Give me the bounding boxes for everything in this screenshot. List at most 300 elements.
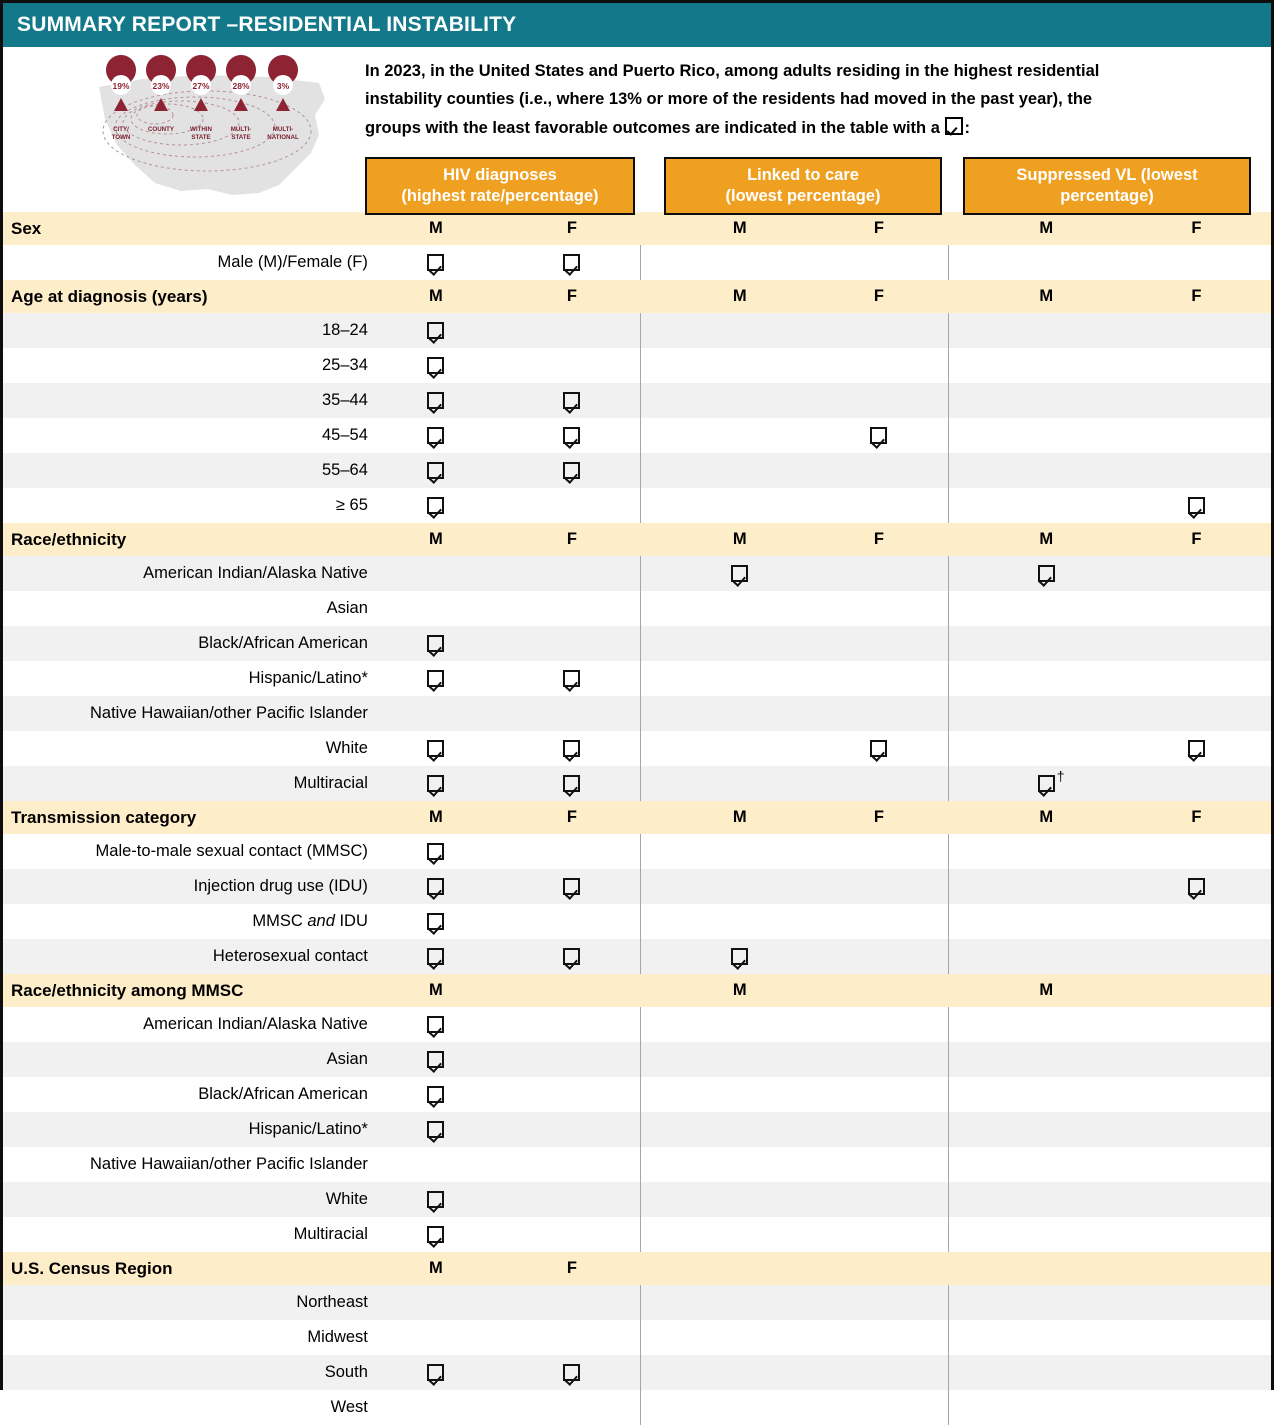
column-gap <box>640 626 670 661</box>
cell-svl-m <box>971 1355 1122 1390</box>
cell-ltc-f <box>809 696 948 731</box>
checked-box-icon <box>427 913 444 930</box>
column-gap <box>948 418 970 453</box>
row-label: 25–34 <box>3 348 368 383</box>
table-row <box>3 418 1271 453</box>
column-header-suppressed-vl-line2: percentage) <box>1060 187 1154 205</box>
cell-ltc-m <box>670 591 809 626</box>
cell-svl-f <box>1122 453 1271 488</box>
intro-line-2: instability counties (i.e., where 13% or more of the residents had moved in the past year), the <box>365 90 1093 109</box>
table-row <box>3 731 1271 766</box>
column-gap <box>640 869 670 904</box>
cell-svl-m <box>971 1147 1122 1182</box>
column-gap <box>948 280 970 313</box>
cell-hiv-m <box>368 696 504 731</box>
cell-ltc-m <box>670 488 809 523</box>
cell-svl-f <box>1122 1077 1271 1112</box>
column-gap <box>640 766 670 801</box>
intro-paragraph <box>361 47 1271 142</box>
column-gap <box>948 904 970 939</box>
checked-box-icon <box>427 1191 444 1208</box>
column-gap <box>640 974 670 1007</box>
column-gap <box>948 974 970 1007</box>
section-title: Age at diagnosis (years) <box>3 280 368 313</box>
cell-svl-m <box>971 731 1122 766</box>
checked-box-icon <box>563 392 580 409</box>
cell-svl-f <box>1122 1112 1271 1147</box>
cell-ltc-f <box>809 939 948 974</box>
cell-hiv-f <box>504 1320 640 1355</box>
column-gap <box>640 1112 670 1147</box>
section-title: Sex <box>3 212 368 245</box>
cell-svl-f <box>1122 834 1271 869</box>
checked-box-icon <box>731 565 748 582</box>
checked-box-icon <box>870 740 887 757</box>
table-row <box>3 1077 1271 1112</box>
checked-box-icon <box>427 878 444 895</box>
section-header-row <box>3 523 1271 556</box>
cell-ltc-f <box>809 1042 948 1077</box>
cell-svl-m <box>971 869 1122 904</box>
sex-subheader-ltc-m: M <box>670 974 809 1007</box>
table-row <box>3 626 1271 661</box>
checked-box-icon <box>427 670 444 687</box>
cell-hiv-m <box>368 591 504 626</box>
cell-hiv-f <box>504 591 640 626</box>
cell-hiv-f <box>504 1390 640 1425</box>
intro-line-3 <box>365 114 1243 142</box>
column-gap <box>640 904 670 939</box>
cell-svl-m <box>971 626 1122 661</box>
cell-ltc-m <box>670 556 809 591</box>
table-row <box>3 383 1271 418</box>
cell-hiv-f <box>504 313 640 348</box>
cell-ltc-f <box>809 1007 948 1042</box>
cell-hiv-m <box>368 766 504 801</box>
section-header-row <box>3 974 1271 1007</box>
cell-ltc-m <box>670 313 809 348</box>
intro-line-3-before: groups with the least favorable outcomes are indicated in the table with a <box>365 118 945 137</box>
row-label: Heterosexual contact <box>3 939 368 974</box>
cell-svl-f <box>1122 766 1271 801</box>
sex-subheader-ltc-m: M <box>670 212 809 245</box>
table-row <box>3 1320 1271 1355</box>
checked-box-icon <box>427 497 444 514</box>
pin-label2-2: STATE <box>191 134 211 141</box>
cell-svl-f <box>1122 869 1271 904</box>
column-gap <box>948 245 970 280</box>
column-gap <box>640 591 670 626</box>
checked-box-icon <box>427 427 444 444</box>
column-header-linked-to-care-line2: (lowest percentage) <box>725 187 881 205</box>
cell-hiv-m <box>368 348 504 383</box>
column-gap <box>640 939 670 974</box>
column-gap <box>948 1182 970 1217</box>
checked-box-icon <box>427 1051 444 1068</box>
cell-ltc-m <box>670 1320 809 1355</box>
column-gap <box>640 383 670 418</box>
row-label: Asian <box>3 591 368 626</box>
checked-box-icon <box>427 948 444 965</box>
pin-label2-0: TOWN <box>111 134 131 141</box>
column-gap <box>640 488 670 523</box>
column-gap <box>640 1182 670 1217</box>
outcome-column-headers <box>365 157 1251 215</box>
row-label: 35–44 <box>3 383 368 418</box>
cell-hiv-m <box>368 1285 504 1320</box>
section-header-row <box>3 280 1271 313</box>
table-row <box>3 245 1271 280</box>
cell-ltc-m <box>670 1390 809 1425</box>
cell-hiv-m <box>368 1217 504 1252</box>
sex-subheader-svl-m: M <box>971 974 1122 1007</box>
sex-subheader-ltc-m: M <box>670 801 809 834</box>
checked-box-icon <box>731 948 748 965</box>
sex-subheader-hiv-f: F <box>504 212 640 245</box>
cell-ltc-f <box>809 1077 948 1112</box>
column-gap <box>948 212 970 245</box>
checked-box-icon <box>563 427 580 444</box>
column-gap <box>640 661 670 696</box>
row-label: Hispanic/Latino* <box>3 1112 368 1147</box>
sex-subheader-hiv-f: F <box>504 1252 640 1285</box>
checked-box-icon <box>427 392 444 409</box>
cell-hiv-m <box>368 453 504 488</box>
checked-box-icon <box>870 427 887 444</box>
cell-svl-f <box>1122 1217 1271 1252</box>
us-map-residential-moves-icon <box>83 53 339 203</box>
cell-hiv-m <box>368 245 504 280</box>
sex-subheader-hiv-m: M <box>368 974 504 1007</box>
cell-ltc-m <box>670 383 809 418</box>
table-row <box>3 661 1271 696</box>
cell-hiv-f <box>504 1182 640 1217</box>
cell-ltc-f <box>809 1390 948 1425</box>
cell-ltc-f <box>809 766 948 801</box>
cell-ltc-f <box>809 488 948 523</box>
cell-svl-f <box>1122 348 1271 383</box>
column-gap <box>640 245 670 280</box>
row-label: ≥ 65 <box>3 488 368 523</box>
cell-ltc-m <box>670 1077 809 1112</box>
table-row <box>3 1042 1271 1077</box>
cell-svl-f <box>1122 418 1271 453</box>
column-header-hiv-diagnoses <box>365 157 635 215</box>
sex-subheader-hiv-m: M <box>368 801 504 834</box>
table-row <box>3 591 1271 626</box>
cell-svl-f <box>1122 1320 1271 1355</box>
checked-box-icon <box>427 635 444 652</box>
cell-ltc-f <box>809 1112 948 1147</box>
column-gap <box>948 1217 970 1252</box>
sex-subheader-ltc-f <box>809 1252 948 1285</box>
column-gap <box>640 1320 670 1355</box>
cell-ltc-m <box>670 661 809 696</box>
table-row <box>3 453 1271 488</box>
cell-svl-m <box>971 453 1122 488</box>
cell-svl-m <box>971 488 1122 523</box>
sex-subheader-hiv-f: F <box>504 280 640 313</box>
cell-hiv-m <box>368 383 504 418</box>
cell-svl-f <box>1122 1182 1271 1217</box>
pin-value-0: 19% <box>112 81 130 91</box>
pin-label2-3: STATE <box>231 134 251 141</box>
cell-hiv-f <box>504 1147 640 1182</box>
cell-ltc-f <box>809 453 948 488</box>
cell-hiv-m <box>368 1042 504 1077</box>
cell-ltc-m <box>670 453 809 488</box>
column-gap <box>948 1252 970 1285</box>
checked-box-icon <box>427 775 444 792</box>
column-gap <box>640 1007 670 1042</box>
section-title: Transmission category <box>3 801 368 834</box>
column-gap <box>948 766 970 801</box>
cell-hiv-f <box>504 383 640 418</box>
sex-subheader-hiv-m: M <box>368 280 504 313</box>
column-gap <box>640 556 670 591</box>
sex-subheader-svl-m <box>971 1252 1122 1285</box>
cell-hiv-m <box>368 1077 504 1112</box>
cell-svl-m <box>971 1320 1122 1355</box>
cell-hiv-m <box>368 661 504 696</box>
row-label: Asian <box>3 1042 368 1077</box>
row-label: American Indian/Alaska Native <box>3 1007 368 1042</box>
cell-ltc-m <box>670 731 809 766</box>
column-gap <box>640 731 670 766</box>
cell-svl-m <box>971 834 1122 869</box>
cell-hiv-f <box>504 661 640 696</box>
cell-svl-f <box>1122 1147 1271 1182</box>
cell-ltc-m <box>670 1217 809 1252</box>
column-gap <box>948 801 970 834</box>
table-row <box>3 488 1271 523</box>
checked-box-icon <box>427 1364 444 1381</box>
column-gap <box>640 212 670 245</box>
cell-svl-m <box>971 591 1122 626</box>
row-label: Hispanic/Latino* <box>3 661 368 696</box>
pin-label1-3: MULTI- <box>230 126 252 133</box>
checked-box-icon <box>1038 565 1055 582</box>
checked-box-icon <box>563 740 580 757</box>
cell-hiv-f <box>504 1007 640 1042</box>
cell-ltc-f <box>809 626 948 661</box>
cell-hiv-f <box>504 488 640 523</box>
cell-svl-m <box>971 904 1122 939</box>
cell-ltc-m <box>670 869 809 904</box>
cell-hiv-m <box>368 1390 504 1425</box>
cell-hiv-m <box>368 1147 504 1182</box>
column-gap <box>948 1320 970 1355</box>
sex-subheader-ltc-m <box>670 1252 809 1285</box>
sex-subheader-ltc-m: M <box>670 280 809 313</box>
cell-ltc-f <box>809 313 948 348</box>
row-label: Native Hawaiian/other Pacific Islander <box>3 1147 368 1182</box>
checked-box-icon <box>427 1121 444 1138</box>
table-row <box>3 766 1271 801</box>
row-label: Midwest <box>3 1320 368 1355</box>
cell-svl-f <box>1122 939 1271 974</box>
cell-svl-f <box>1122 488 1271 523</box>
checked-box-icon <box>563 254 580 271</box>
cell-ltc-f <box>809 904 948 939</box>
cell-ltc-m <box>670 696 809 731</box>
table-row <box>3 1147 1271 1182</box>
cell-svl-m <box>971 1390 1122 1425</box>
column-gap <box>948 453 970 488</box>
sex-subheader-svl-f: F <box>1122 801 1271 834</box>
cell-hiv-m <box>368 1182 504 1217</box>
row-label: Male (M)/Female (F) <box>3 245 368 280</box>
row-label: West <box>3 1390 368 1425</box>
pin-label1-4: MULTI- <box>272 126 294 133</box>
cell-ltc-m <box>670 348 809 383</box>
cell-hiv-f <box>504 1077 640 1112</box>
cell-ltc-f <box>809 834 948 869</box>
cell-hiv-m <box>368 731 504 766</box>
column-gap <box>948 1355 970 1390</box>
cell-svl-m <box>971 1285 1122 1320</box>
column-header-suppressed-vl <box>963 157 1251 215</box>
sex-subheader-svl-m: M <box>971 212 1122 245</box>
cell-hiv-f <box>504 245 640 280</box>
table-row <box>3 1112 1271 1147</box>
row-label: Male-to-male sexual contact (MMSC) <box>3 834 368 869</box>
column-gap <box>640 313 670 348</box>
cell-ltc-m <box>670 904 809 939</box>
cell-ltc-m <box>670 1042 809 1077</box>
checked-box-icon <box>427 843 444 860</box>
column-header-suppressed-vl-line1: Suppressed VL (lowest <box>1016 166 1198 185</box>
cell-ltc-f <box>809 1355 948 1390</box>
column-gap <box>948 626 970 661</box>
cell-ltc-m <box>670 939 809 974</box>
cell-ltc-f <box>809 1285 948 1320</box>
sex-subheader-ltc-f: F <box>809 523 948 556</box>
cell-svl-f <box>1122 904 1271 939</box>
cell-svl-m <box>971 1077 1122 1112</box>
checked-box-icon <box>563 878 580 895</box>
cell-hiv-f <box>504 1285 640 1320</box>
section-header-row <box>3 1252 1271 1285</box>
page-title: SUMMARY REPORT –RESIDENTIAL INSTABILITY <box>17 13 517 36</box>
row-label: 18–24 <box>3 313 368 348</box>
cell-ltc-f <box>809 731 948 766</box>
section-title: Race/ethnicity <box>3 523 368 556</box>
row-label: Black/African American <box>3 1077 368 1112</box>
column-gap <box>948 661 970 696</box>
row-label: Multiracial <box>3 766 368 801</box>
table-row <box>3 1390 1271 1425</box>
cell-svl-f <box>1122 731 1271 766</box>
cell-svl-m <box>971 245 1122 280</box>
column-gap <box>640 801 670 834</box>
cell-svl-f <box>1122 1355 1271 1390</box>
column-gap <box>948 731 970 766</box>
map-figure <box>3 47 361 203</box>
sex-subheader-ltc-m: M <box>670 523 809 556</box>
pin-value-4: 3% <box>276 81 290 91</box>
row-label-italic: and <box>307 912 335 930</box>
cell-ltc-f <box>809 1182 948 1217</box>
row-label: MMSC and IDU <box>3 904 368 939</box>
cell-svl-f <box>1122 1042 1271 1077</box>
checked-box-icon <box>1188 740 1205 757</box>
table-row <box>3 313 1271 348</box>
sex-subheader-hiv-f <box>504 974 640 1007</box>
cell-svl-f <box>1122 1285 1271 1320</box>
column-gap <box>948 1042 970 1077</box>
checked-box-icon <box>427 357 444 374</box>
column-header-hiv-diagnoses-line1: HIV diagnoses <box>443 166 557 185</box>
column-gap <box>948 556 970 591</box>
cell-svl-m <box>971 1007 1122 1042</box>
sex-subheader-ltc-f <box>809 974 948 1007</box>
sex-subheader-ltc-f: F <box>809 212 948 245</box>
cell-hiv-m <box>368 904 504 939</box>
cell-svl-m <box>971 1112 1122 1147</box>
checked-box-icon <box>427 322 444 339</box>
column-gap <box>948 523 970 556</box>
checked-box-icon <box>427 1016 444 1033</box>
summary-table <box>3 212 1271 1425</box>
intro-line-1: In 2023, in the United States and Puerto Rico, among adults residing in the highest residential <box>365 62 1100 80</box>
cell-hiv-m <box>368 488 504 523</box>
cell-svl-m <box>971 1042 1122 1077</box>
cell-ltc-m <box>670 418 809 453</box>
sex-subheader-hiv-m: M <box>368 212 504 245</box>
row-label: American Indian/Alaska Native <box>3 556 368 591</box>
column-gap <box>640 696 670 731</box>
cell-hiv-f <box>504 869 640 904</box>
row-label: South <box>3 1355 368 1390</box>
row-label: White <box>3 1182 368 1217</box>
cell-svl-f <box>1122 661 1271 696</box>
table-row <box>3 696 1271 731</box>
cell-svl-f <box>1122 556 1271 591</box>
cell-ltc-m <box>670 1182 809 1217</box>
column-gap <box>640 1217 670 1252</box>
table-row <box>3 1285 1271 1320</box>
pin-label1-1: COUNTY <box>147 126 175 133</box>
section-title: U.S. Census Region <box>3 1252 368 1285</box>
cell-hiv-f <box>504 626 640 661</box>
cell-ltc-m <box>670 1147 809 1182</box>
cell-hiv-m <box>368 556 504 591</box>
sex-subheader-hiv-f: F <box>504 523 640 556</box>
section-header-row <box>3 801 1271 834</box>
cell-ltc-f <box>809 661 948 696</box>
row-label: 55–64 <box>3 453 368 488</box>
checked-box-icon <box>563 1364 580 1381</box>
sex-subheader-svl-f: F <box>1122 280 1271 313</box>
cell-hiv-m <box>368 626 504 661</box>
sex-subheader-svl-f: F <box>1122 212 1271 245</box>
cell-ltc-m <box>670 766 809 801</box>
pin-value-1: 23% <box>152 81 170 91</box>
intro-line-3-after: : <box>964 118 970 137</box>
cell-svl-m <box>971 313 1122 348</box>
cell-svl-m <box>971 661 1122 696</box>
cell-ltc-f <box>809 556 948 591</box>
cell-ltc-m <box>670 1112 809 1147</box>
cell-svl-m <box>971 1217 1122 1252</box>
cell-hiv-f <box>504 731 640 766</box>
column-gap <box>948 591 970 626</box>
cell-hiv-m <box>368 1355 504 1390</box>
cell-hiv-f <box>504 939 640 974</box>
cell-hiv-f <box>504 834 640 869</box>
column-gap <box>948 1007 970 1042</box>
